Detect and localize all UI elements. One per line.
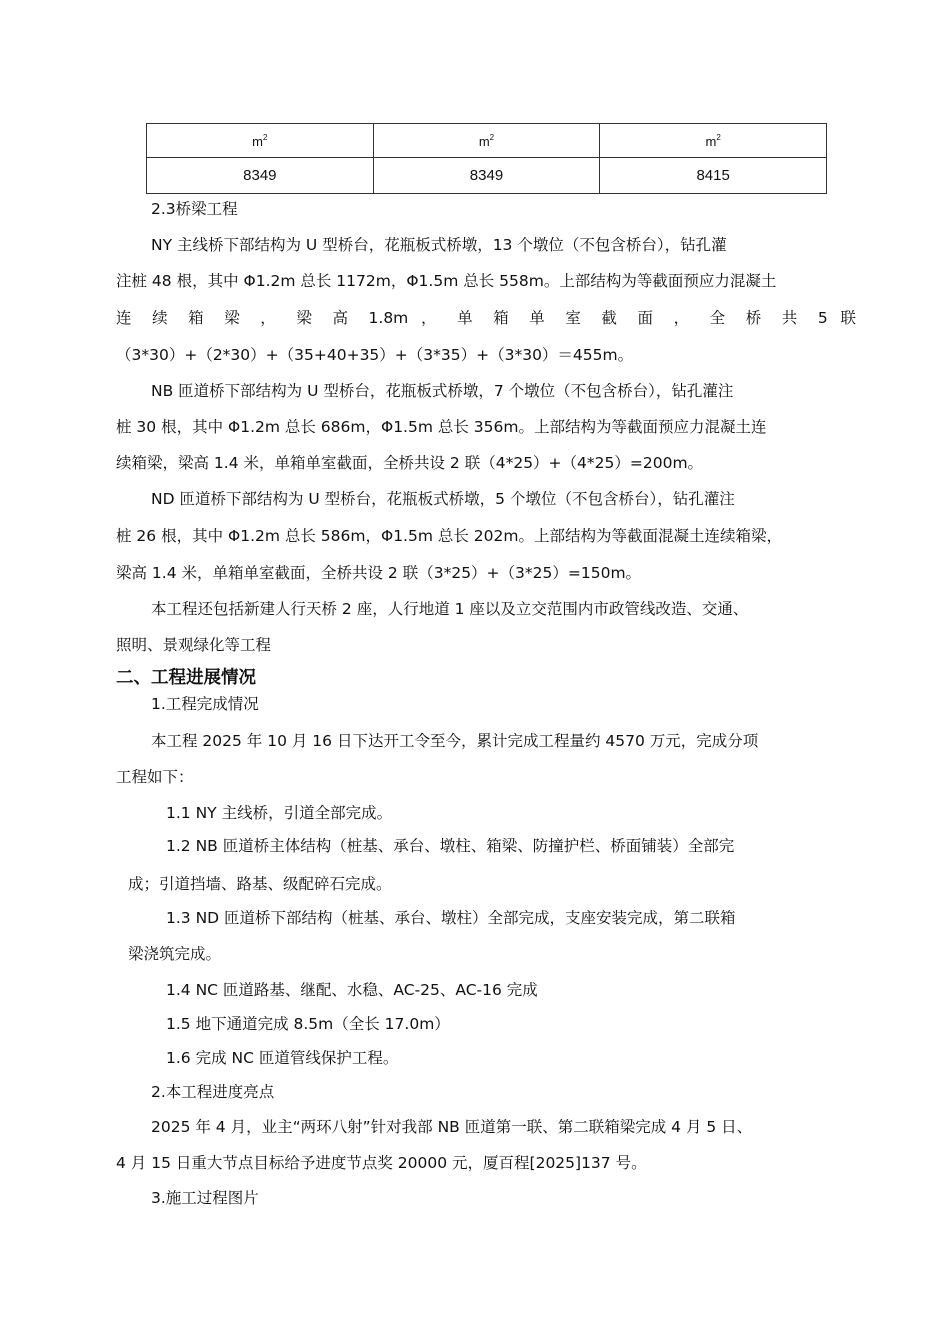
ny-line: NY 主线桥下部结构为 U 型桥台，花瓶板式桥墩，13 个墩位（不包含桥台），钻孔灌 <box>151 236 727 254</box>
subheading: 1.工程完成情况 <box>151 695 259 713</box>
item-line: 1.3 ND 匝道桥下部结构（桩基、承台、墩柱）全部完成，支座安装完成，第二联箱 <box>166 909 736 927</box>
intro-line: 本工程 2025 年 10 月 16 日下达开工令至今，累计完成工程量约 4570 万元，完成分项 <box>151 732 759 750</box>
item-line: 梁浇筑完成。 <box>128 945 222 963</box>
item-line: 1.1 NY 主线桥，引道全部完成。 <box>166 804 393 822</box>
nb-line: NB 匝道桥下部结构为 U 型桥台，花瓶板式桥墩，7 个墩位（不包含桥台），钻孔灌注 <box>151 382 734 400</box>
value-cell: 8349 <box>373 158 600 194</box>
quantity-table <box>146 123 827 194</box>
section-heading: 二、工程进展情况 <box>116 668 256 688</box>
nd-line: ND 匝道桥下部结构为 U 型桥台，花瓶板式桥墩，5 个墩位（不包含桥台），钻孔灌注 <box>151 490 735 508</box>
other-line: 照明、景观绿化等工程 <box>116 636 272 654</box>
item-line: 1.4 NC 匝道路基、继配、水稳、AC-25、AC-16 完成 <box>166 981 538 999</box>
unit-cell: $m^2$ <box>147 124 374 158</box>
intro-line: 工程如下： <box>116 768 194 786</box>
item-line: 1.5 地下通道完成 8.5m（全长 17.0m） <box>166 1015 450 1033</box>
value-cell: 8349 <box>147 158 374 194</box>
highlight-line: 4 月 15 日重大节点目标给予进度节点奖 20000 元，厦百程[2025]137 号。 <box>116 1154 647 1172</box>
highlight-line: 2025 年 4 月，业主“两环八射”针对我部 NB 匝道第一联、第二联箱梁完成 4 月 5 日、 <box>151 1118 753 1136</box>
bridge-heading: 2.3桥梁工程 <box>151 200 238 218</box>
item-line: 成；引道挡墙、路基、级配碎石完成。 <box>128 875 392 893</box>
value-cell: 8415 <box>600 158 827 194</box>
nb-line: 续箱梁，梁高 1.4 米，单箱单室截面，全桥共设 2 联（4*25）+（4*25）=200m。 <box>116 454 704 472</box>
item-line: 1.6 完成 NC 匝道管线保护工程。 <box>166 1049 399 1067</box>
subheading: 3.施工过程图片 <box>151 1189 259 1207</box>
value-row <box>147 158 827 194</box>
other-line: 本工程还包括新建人行天桥 2 座，人行地道 1 座以及立交范围内市政管线改造、交通、 <box>151 600 749 618</box>
nd-line: 桩 26 根，其中 Φ1.2m 总长 586m，Φ1.5m 总长 202m。上部结构为等截面混凝土连续箱梁， <box>116 527 782 545</box>
unit-row <box>147 124 827 158</box>
unit-cell: $m^2$ <box>373 124 600 158</box>
ny-line: （3*30）+（2*30）+（35+40+35）+（3*35）+（3*30）＝455m。 <box>116 346 634 364</box>
subheading: 2.本工程进度亮点 <box>151 1083 275 1101</box>
nd-line: 梁高 1.4 米，单箱单室截面，全桥共设 2 联（3*25）+（3*25）=150m。 <box>116 564 642 582</box>
ny-line: 注桩 48 根，其中 Φ1.2m 总长 1172m，Φ1.5m 总长 558m。上部结构为等截面预应力混凝土 <box>116 272 777 290</box>
nb-line: 桩 30 根，其中 Φ1.2m 总长 686m，Φ1.5m 总长 356m。上部结构为等截面预应力混凝土连 <box>116 418 767 436</box>
unit-cell: $m^2$ <box>600 124 827 158</box>
ny-line: 连 续 箱 梁 ， 梁 高 1.8m ， 单 箱 单 室 截 面 ， 全 桥 共 5 联 <box>116 309 856 327</box>
item-line: 1.2 NB 匝道桥主体结构（桩基、承台、墩柱、箱梁、防撞护栏、桥面铺装）全部完 <box>166 837 735 855</box>
